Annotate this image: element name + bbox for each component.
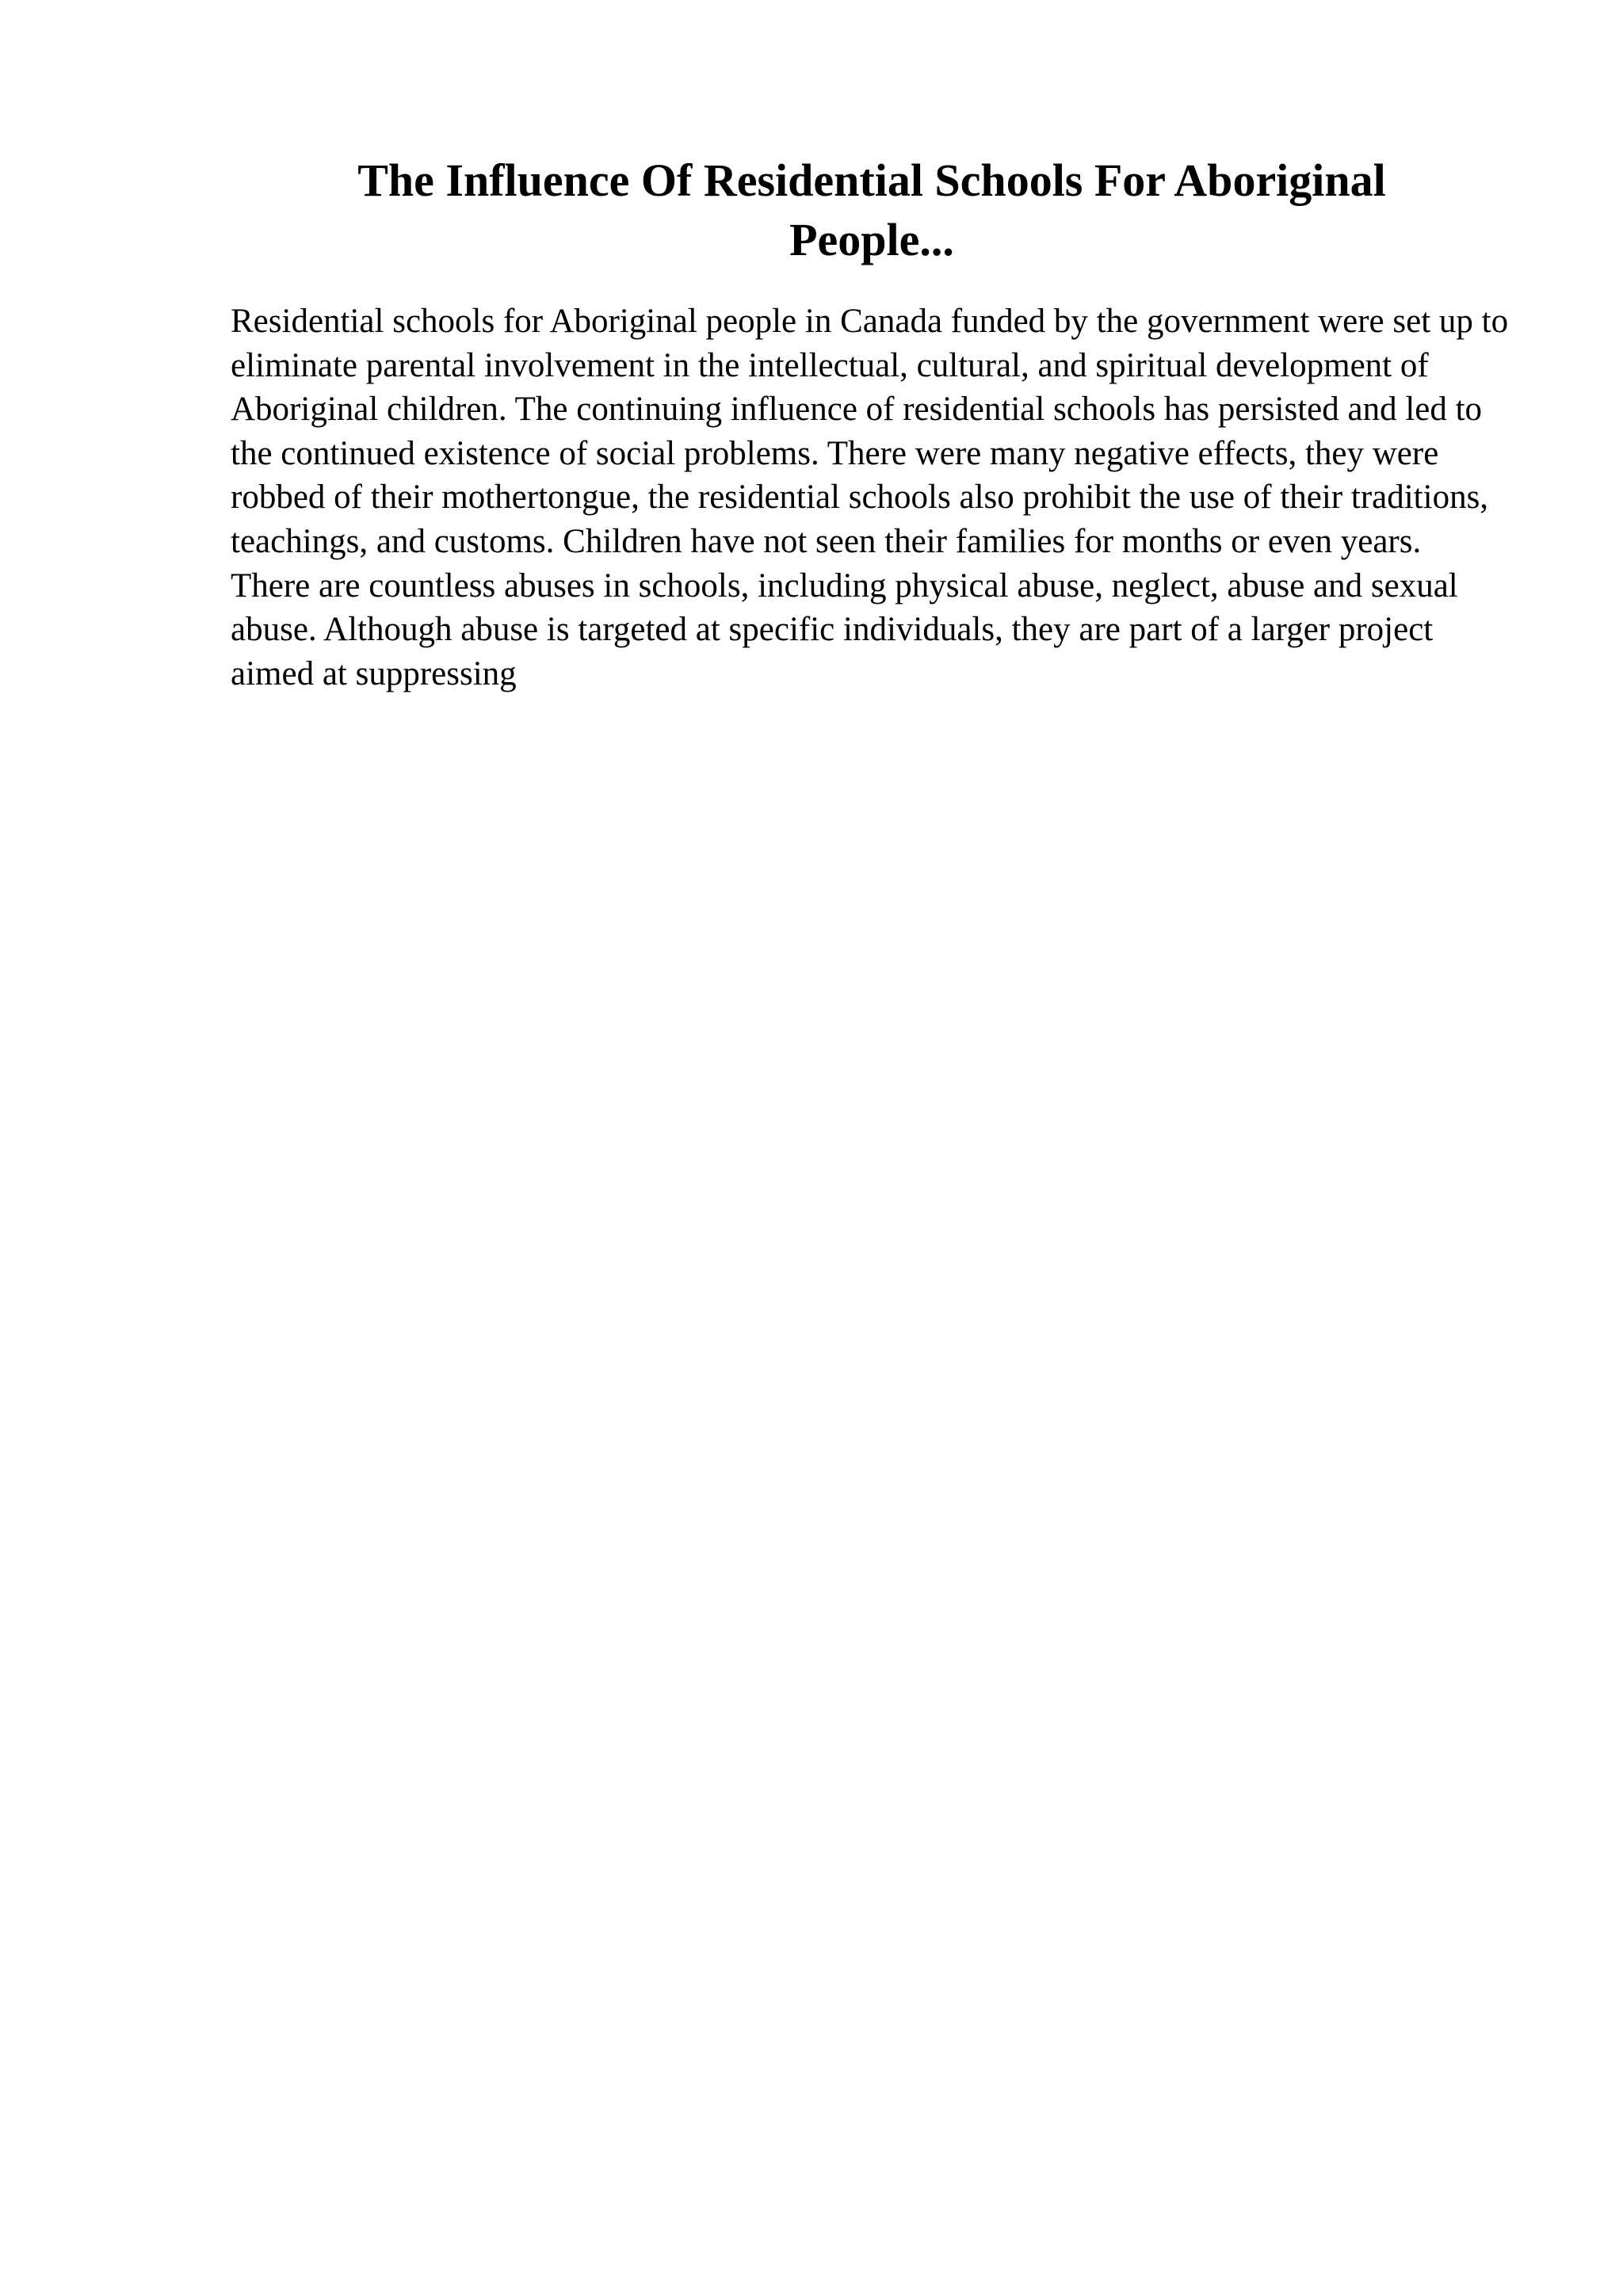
document-body [231, 299, 1514, 696]
body-paragraph: There are countless abuses in schools, including physical abuse, neglect, abuse and sexual abuse. Although abuse is targeted at specific individuals, they are part of a larger project aimed at suppressing [231, 566, 1458, 692]
document-title: The Influence Of Residential Schools For Aboriginal People... [357, 154, 1386, 265]
body-paragraph: Residential schools for Aboriginal people in Canada funded by the government were set up to eliminate parental involvement in the intellectual, cultural, and spiritual development of Aboriginal children. The continuing influence of residential schools has persisted and led to the continued existence of social problems. There were many negative effects, they were robbed of their mothertongue, the residential schools also prohibit the use of their traditions, teachings, and customs. Children have not seen their families for months or even years. [231, 303, 1509, 560]
